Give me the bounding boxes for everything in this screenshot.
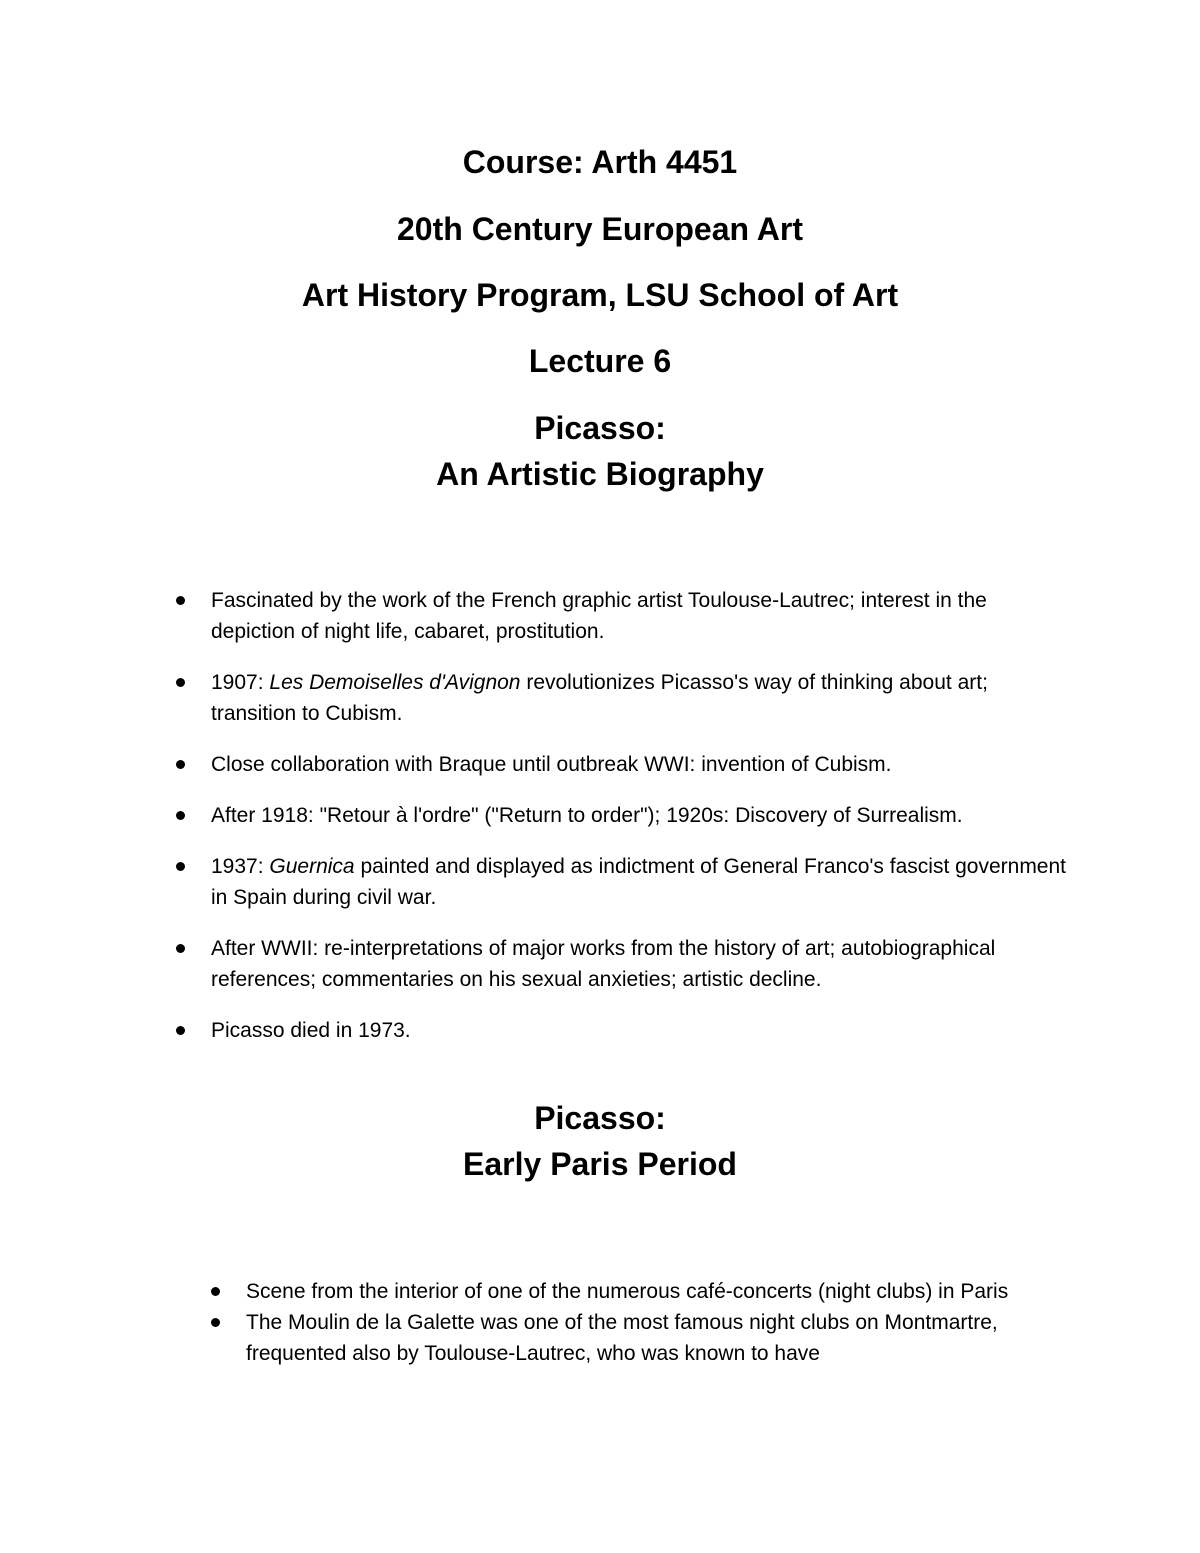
program-name: Art History Program, LSU School of Art	[301, 277, 899, 313]
artwork-title: Guernica	[269, 855, 355, 878]
lecture-number: Lecture 6	[528, 343, 672, 379]
early-paris-bullet-list	[246, 1276, 1066, 1369]
section1-title-line1: Picasso:	[534, 410, 666, 446]
section2-title-line1: Picasso:	[534, 1100, 666, 1136]
bullet-text-prefix: 1937:	[211, 855, 270, 878]
artwork-title: Les Demoiselles d'Avignon	[269, 671, 521, 694]
list-item	[211, 933, 1071, 995]
list-item	[211, 1015, 1071, 1046]
list-item	[211, 749, 1071, 780]
list-item	[211, 585, 1071, 647]
bullet-text: Close collaboration with Braque until outbreak WWI: invention of Cubism.	[211, 753, 892, 776]
bullet-text-rest: painted and displayed as indictment of General Franco's fascist government in Spain during civil war.	[211, 855, 1067, 909]
bullet-text: Fascinated by the work of the French graphic artist Toulouse-Lautrec; interest in the depiction of night life, cabaret, prostitution.	[211, 589, 987, 643]
list-item	[246, 1307, 1066, 1369]
bullet-text-rest: revolutionizes Picasso's way of thinking about art; transition to Cubism.	[211, 671, 988, 725]
section1-title-line2: An Artistic Biography	[436, 456, 764, 492]
course-title: 20th Century European Art	[397, 211, 803, 247]
bullet-text: The Moulin de la Galette was one of the most famous night clubs on Montmartre, frequented also by Toulouse-Lautrec, who was known to have	[246, 1311, 998, 1365]
list-item	[211, 851, 1071, 913]
bullet-text: Picasso died in 1973.	[211, 1019, 411, 1042]
bullet-text: After 1918: "Retour à l'ordre" ("Return to order"); 1920s: Discovery of Surrealism.	[211, 804, 963, 827]
section2-title-line2: Early Paris Period	[463, 1146, 737, 1182]
list-item	[246, 1276, 1066, 1307]
biography-bullet-list	[211, 585, 1071, 1066]
bullet-text: After WWII: re-interpretations of major works from the history of art; autobiographical references; commentaries on his sexual anxieties; artistic decline.	[211, 937, 996, 991]
bullet-text: Scene from the interior of one of the numerous café-concerts (night clubs) in Paris	[246, 1280, 1009, 1303]
list-item	[211, 667, 1071, 729]
list-item	[211, 800, 1071, 831]
course-code: Course: Arth 4451	[462, 144, 738, 180]
bullet-text-prefix: 1907:	[211, 671, 270, 694]
